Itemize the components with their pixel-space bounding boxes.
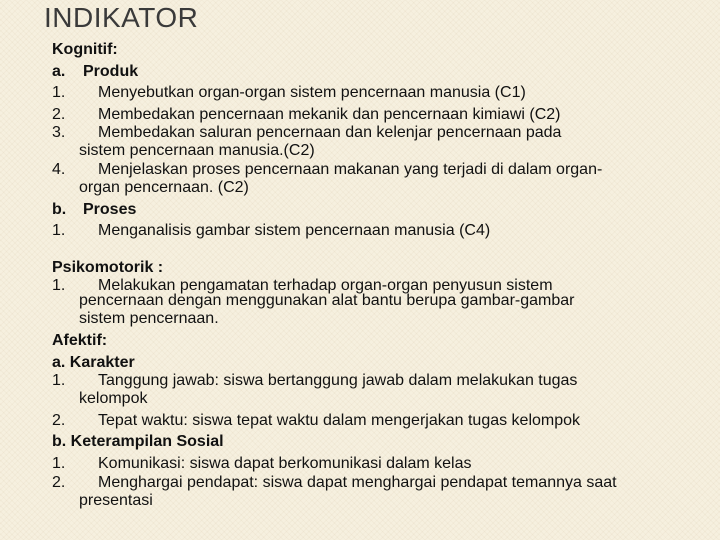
list-item: [52, 373, 712, 388]
list-marker: 3.: [52, 124, 66, 142]
list-item: [52, 104, 712, 126]
list-item-text: Menganalisis gambar sistem pencernaan manusia (C4): [98, 222, 491, 240]
list-marker: 2.: [52, 105, 66, 123]
list-item-continuation: [52, 177, 712, 199]
indicator-content: [52, 39, 712, 511]
list-item: [52, 125, 712, 140]
list-marker: 4.: [52, 160, 66, 178]
list-item: [52, 220, 712, 242]
list-item-text: Komunikasi: siswa dapat berkomunikasi dalam kelas: [98, 454, 472, 472]
list-item-text: Menjelaskan proses pencernaan makanan yang terjadi di dalam organ-: [98, 160, 603, 178]
kognitif-subsection-a: [52, 61, 712, 83]
list-item-text: presentasi: [79, 491, 153, 509]
list-item-text: organ pencernaan. (C2): [79, 178, 249, 196]
list-item: [52, 162, 712, 177]
list-item-text: pencernaan dengan menggunakan alat bantu berupa gambar-gambar: [79, 292, 575, 310]
list-marker: 1.: [52, 454, 66, 472]
list-item-text: Menyebutkan organ-organ sistem pencernaan manusia (C1): [98, 84, 526, 102]
list-item: [52, 410, 712, 432]
subsection-label: Proses: [83, 200, 137, 218]
list-item: [52, 475, 712, 490]
list-item-continuation: [52, 490, 712, 512]
psikomotorik-heading: Psikomotorik :: [52, 258, 164, 276]
kognitif-heading: Kognitif:: [52, 41, 118, 58]
list-item-text: kelompok: [79, 390, 148, 408]
list-item: [52, 82, 712, 104]
slide-title: INDIKATOR: [44, 2, 199, 33]
list-marker: b.: [52, 200, 67, 218]
afektif-heading: Afektif:: [52, 331, 108, 349]
list-marker: a.: [52, 62, 66, 80]
list-marker: 1.: [52, 372, 66, 390]
list-item-text: Menghargai pendapat: siswa dapat menghargai pendapat temannya saat: [98, 473, 617, 491]
list-marker: 1.: [52, 222, 66, 240]
afektif-subsection-b: b. Keterampilan Sosial: [52, 433, 224, 451]
list-item-text: Melakukan pengamatan terhadap organ-organ penyusun sistem: [98, 277, 553, 295]
list-item-text: Tanggung jawab: siswa bertanggung jawab dalam melakukan tugas: [98, 372, 578, 390]
afektif-subsection-a: a. Karakter: [52, 353, 135, 371]
list-item-continuation: [52, 293, 712, 308]
list-item-text: Tepat waktu: siswa tepat waktu dalam mengerjakan tugas kelompok: [98, 411, 581, 429]
list-marker: 2.: [52, 411, 66, 429]
list-marker: 2.: [52, 473, 66, 491]
list-item-continuation: [52, 140, 712, 162]
list-marker: 1.: [52, 84, 66, 102]
list-item-text: sistem pencernaan manusia.(C2): [79, 142, 315, 160]
list-item-text: sistem pencernaan.: [79, 310, 219, 328]
list-item-continuation: [52, 388, 712, 410]
subsection-label: Produk: [83, 62, 139, 80]
list-item-text: Membedakan pencernaan mekanik dan pencernaan kimiawi (C2): [98, 105, 561, 123]
list-item: [52, 453, 712, 475]
list-item-text: Membedakan saluran pencernaan dan kelenjar pencernaan pada: [98, 124, 562, 142]
list-item: [52, 278, 712, 293]
list-marker: 1.: [52, 277, 66, 295]
kognitif-subsection-b: [52, 199, 712, 221]
list-item-continuation: [52, 308, 712, 330]
